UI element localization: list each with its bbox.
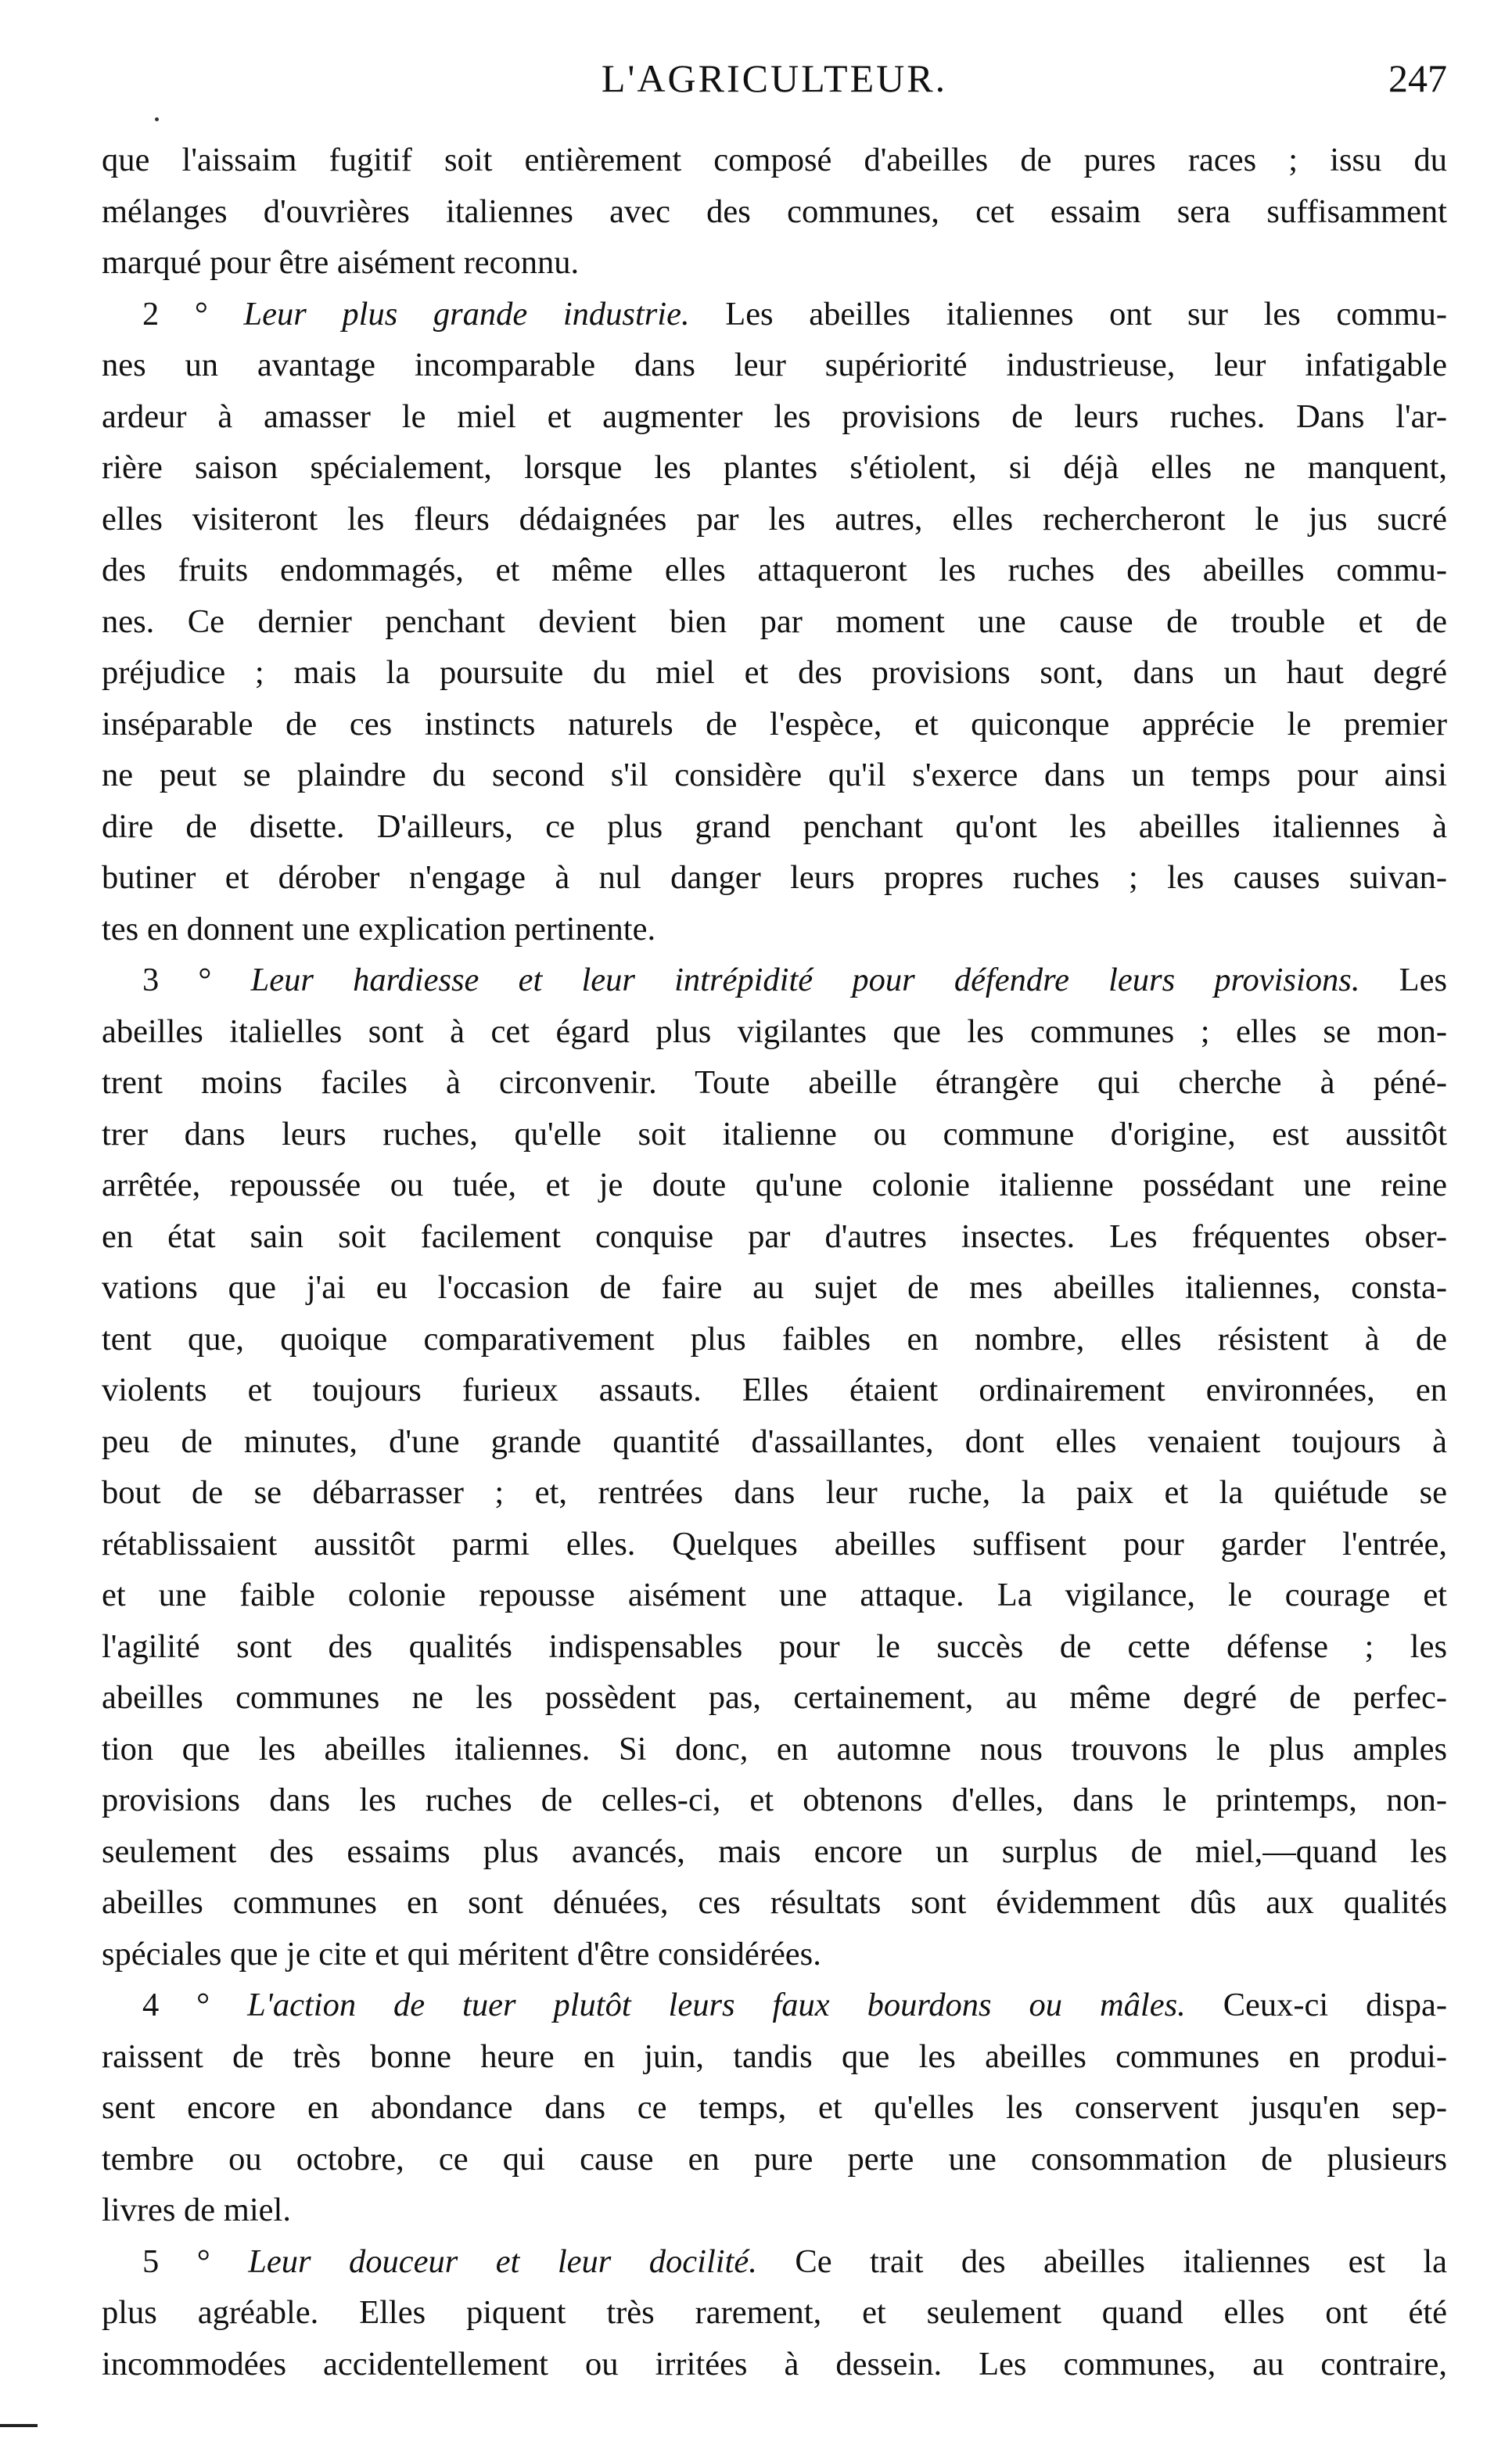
section-heading-line bbox=[102, 289, 1447, 340]
text-line: incommodées accidentellement ou irritées à dessein. Les communes, au contraire, bbox=[102, 2345, 1447, 2383]
text-line: abeilles italielles sont à cet égard plus vigilantes que les communes ; elles se mon- bbox=[102, 1012, 1447, 1050]
text-line: tes en donnent une explication pertinente. bbox=[102, 910, 656, 948]
text-line: en état sain soit facilement conquise par d'autres insectes. Les fréquentes obser- bbox=[102, 1217, 1447, 1255]
text-line: arrêtée, repoussée ou tuée, et je doute qu'une colonie italienne possédant une reine bbox=[102, 1167, 1447, 1203]
text-line: inséparable de ces instincts naturels de l'espèce, et quiconque apprécie le premier bbox=[102, 705, 1447, 743]
text-line: sent encore en abondance dans ce temps, et qu'elles les conservent jusqu'en sep- bbox=[102, 2089, 1447, 2126]
text-line: mélanges d'ouvrières italiennes avec des communes, cet essaim sera suffisamment bbox=[102, 192, 1447, 230]
section-heading-line bbox=[102, 955, 1447, 1006]
text-line: elles visiteront les fleurs dédaignées par les autres, elles rechercheront le jus sucré bbox=[102, 500, 1447, 538]
section-text: Ce trait des abeilles italiennes est la bbox=[795, 2242, 1448, 2280]
section-text: Les abeilles italiennes ont sur les commu- bbox=[725, 295, 1448, 333]
section-number: 4 ° bbox=[142, 1987, 210, 2023]
text-line: plus agréable. Elles piquent très rarement, et seulement quand elles ont été bbox=[102, 2294, 1447, 2331]
text-line: trer dans leurs ruches, qu'elle soit italienne ou commune d'origine, est aussitôt bbox=[102, 1115, 1447, 1153]
text-line: raissent de très bonne heure en juin, tandis que les abeilles communes en produi- bbox=[102, 2037, 1447, 2075]
text-line: spéciales que je cite et qui méritent d'être considérées. bbox=[102, 1935, 821, 1973]
text-line: livres de miel. bbox=[102, 2192, 291, 2228]
page-edge-mark bbox=[0, 2424, 38, 2427]
text-line: dire de disette. D'ailleurs, ce plus grand penchant qu'ont les abeilles italiennes à bbox=[102, 807, 1447, 845]
running-title: L'AGRICULTEUR. bbox=[601, 56, 948, 100]
text-line: nes. Ce dernier penchant devient bien par moment une cause de trouble et de bbox=[102, 602, 1447, 640]
section-number: 3 ° bbox=[142, 962, 212, 998]
text-line: l'agilité sont des qualités indispensables pour le succès de cette défense ; les bbox=[102, 1627, 1447, 1665]
text-line: abeilles communes en sont dénuées, ces résultats sont évidemment dûs aux qualités bbox=[102, 1884, 1447, 1921]
section-number: 5 ° bbox=[142, 2242, 210, 2280]
text-line: rière saison spécialement, lorsque les plantes s'étiolent, si déjà elles ne manquent, bbox=[102, 449, 1447, 486]
text-line: peu de minutes, d'une grande quantité d'assaillantes, dont elles venaient toujours à bbox=[102, 1422, 1447, 1460]
print-speck bbox=[155, 117, 159, 121]
section-heading-line bbox=[102, 2236, 1447, 2288]
text-line: et une faible colonie repousse aisément une attaque. La vigilance, le courage et bbox=[102, 1577, 1447, 1613]
section-text: Les bbox=[1399, 962, 1448, 998]
text-line: ardeur à amasser le miel et augmenter les provisions de leurs ruches. Dans l'ar- bbox=[102, 397, 1447, 435]
text-line: nes un avantage incomparable dans leur supériorité industrieuse, leur infatigable bbox=[102, 347, 1447, 383]
text-line: préjudice ; mais la poursuite du miel et des provisions sont, dans un haut degré bbox=[102, 654, 1447, 691]
section-title: L'action de tuer plutôt leurs faux bourdons ou mâles. bbox=[247, 1987, 1186, 2023]
section-number: 2 ° bbox=[142, 295, 208, 333]
text-line: butiner et dérober n'engage à nul danger leurs propres ruches ; les causes suivan- bbox=[102, 859, 1447, 896]
section-title: Leur hardiesse et leur intrépidité pour défendre leurs provisions. bbox=[250, 962, 1360, 998]
section-title: Leur plus grande industrie. bbox=[243, 295, 690, 333]
text-line: trent moins faciles à circonvenir. Toute abeille étrangère qui cherche à péné- bbox=[102, 1064, 1447, 1101]
page-header bbox=[102, 47, 1447, 110]
text-line: violents et toujours furieux assauts. Elles étaient ordinairement environnées, en bbox=[102, 1372, 1447, 1408]
text-line: vations que j'ai eu l'occasion de faire au sujet de mes abeilles italiennes, consta- bbox=[102, 1269, 1447, 1306]
page-number: 247 bbox=[1388, 56, 1447, 100]
text-line: marqué pour être aisément reconnu. bbox=[102, 244, 580, 281]
text-line: abeilles communes ne les possèdent pas, certainement, au même degré de perfec- bbox=[102, 1679, 1447, 1716]
section-heading-line bbox=[102, 1980, 1447, 2031]
section-text: Ceux-ci dispa- bbox=[1223, 1987, 1448, 2023]
section-title: Leur douceur et leur docilité. bbox=[248, 2242, 757, 2280]
text-line: bout de se débarrasser ; et, rentrées dans leur ruche, la paix et la quiétude se bbox=[102, 1474, 1447, 1511]
text-line: tion que les abeilles italiennes. Si donc, en automne nous trouvons le plus amples bbox=[102, 1730, 1447, 1768]
text-line: ne peut se plaindre du second s'il considère qu'il s'exerce dans un temps pour ainsi bbox=[102, 757, 1447, 793]
body-text bbox=[102, 135, 1447, 2390]
text-line: tembre ou octobre, ce qui cause en pure perte une consommation de plusieurs bbox=[102, 2140, 1447, 2178]
text-line: des fruits endommagés, et même elles attaqueront les ruches des abeilles commu- bbox=[102, 552, 1447, 588]
text-line: que l'aissaim fugitif soit entièrement composé d'abeilles de pures races ; issu du bbox=[102, 142, 1447, 178]
text-line: tent que, quoique comparativement plus faibles en nombre, elles résistent à de bbox=[102, 1320, 1447, 1358]
text-line: provisions dans les ruches de celles-ci, et obtenons d'elles, dans le printemps, non- bbox=[102, 1782, 1447, 1818]
text-line: rétablissaient aussitôt parmi elles. Quelques abeilles suffisent pour garder l'entrée, bbox=[102, 1525, 1447, 1563]
text-line: seulement des essaims plus avancés, mais encore un surplus de miel,—quand les bbox=[102, 1832, 1447, 1870]
